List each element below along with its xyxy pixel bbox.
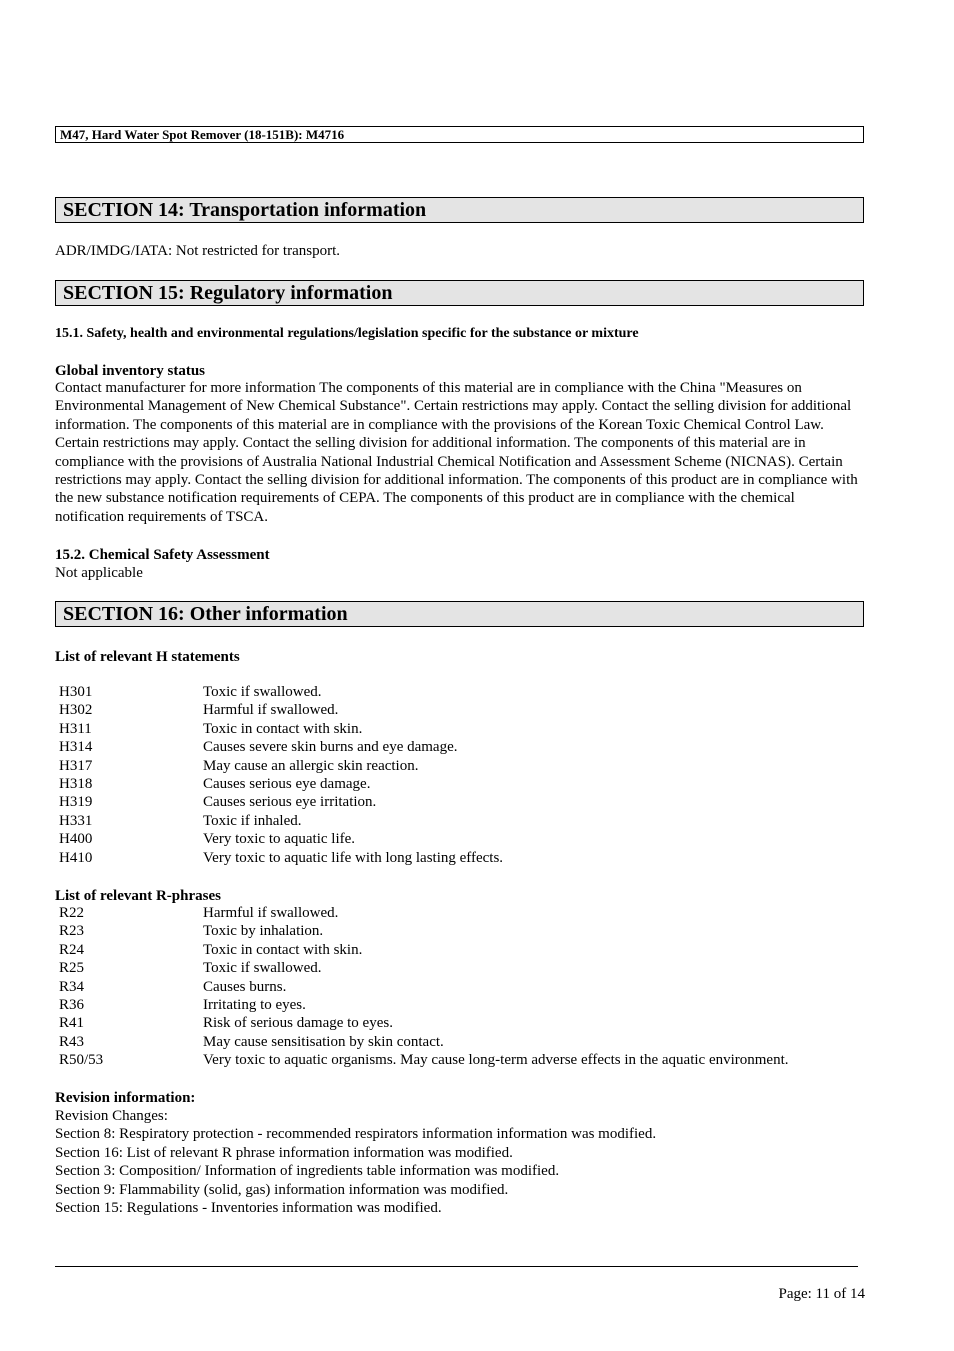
revision-line: Section 9: Flammability (solid, gas) information information was modified. — [55, 1181, 509, 1198]
section-14-text: ADR/IMDG/IATA: Not restricted for transport. — [55, 243, 340, 259]
section-15-title: SECTION 15: Regulatory information — [55, 280, 864, 306]
h-text: Causes serious eye irritation. — [203, 794, 377, 811]
h-text: May cause an allergic skin reaction. — [203, 757, 419, 774]
r-code: R43 — [59, 1033, 85, 1050]
page-number: Page: 11 of 14 — [778, 1286, 865, 1302]
h-code: H331 — [59, 812, 93, 829]
h-text: Toxic if swallowed. — [203, 684, 322, 700]
h-code: H319 — [59, 794, 93, 811]
r-code: R50/53 — [59, 1052, 104, 1069]
document-header: M47, Hard Water Spot Remover (18-151B): M4716 — [55, 126, 864, 143]
h-code: H311 — [59, 720, 92, 737]
h-code: H301 — [59, 684, 93, 700]
global-inventory-text: Contact manufacturer for more information The components of this material are in compliance with the China "Measures on Environmental Management of New Chemical Substance". Certain restrictions may apply. Contact the selling division for additional information. The components of this material are in compliance with the provisions of the Korean Toxic Chemical Control Law. Certain restrictions may apply. Contact the selling division for additional information. The components of this material are in compliance with the provisions of Australia National Industrial Chemical Notification and Assessment Scheme (NICNAS). Certain restrictions may apply. Contact the selling division for additional information. The components of this product are in compliance with the new substance notification requirements of CEPA. The components of this product are in compliance with the chemical notification requirements of TSCA. — [55, 380, 858, 525]
h-text: Harmful if swallowed. — [203, 702, 339, 719]
r-text: Harmful if swallowed. — [203, 905, 339, 921]
r-phrases-heading: List of relevant R-phrases — [55, 888, 221, 904]
r-text: Toxic by inhalation. — [203, 923, 324, 940]
r-code: R41 — [59, 1015, 85, 1032]
h-code: H318 — [59, 775, 93, 792]
r-text: Risk of serious damage to eyes. — [203, 1015, 393, 1032]
section-14-title: SECTION 14: Transportation information — [55, 197, 864, 223]
h-text: Toxic in contact with skin. — [203, 720, 363, 737]
revision-list — [55, 1107, 656, 1217]
r-text: Causes burns. — [203, 978, 287, 995]
r-code: R36 — [59, 996, 85, 1013]
h-statements-heading: List of relevant H statements — [55, 649, 240, 665]
footer-divider — [55, 1266, 858, 1267]
revision-line: Revision Changes: — [55, 1108, 168, 1124]
h-code: H317 — [59, 757, 93, 774]
r-code: R25 — [59, 960, 85, 977]
revision-line: Section 8: Respiratory protection - recommended respirators information information was modified. — [55, 1126, 657, 1143]
r-code: R23 — [59, 923, 85, 940]
revision-line: Section 16: List of relevant R phrase information information was modified. — [55, 1144, 513, 1161]
r-text: Irritating to eyes. — [203, 996, 306, 1013]
section-15-2-text: Not applicable — [55, 565, 143, 581]
r-text: Toxic if swallowed. — [203, 960, 322, 977]
global-inventory-heading: Global inventory status — [55, 363, 206, 379]
h-code: H302 — [59, 702, 93, 719]
h-text: Toxic if inhaled. — [203, 812, 302, 829]
revision-line: Section 15: Regulations - Inventories information was modified. — [55, 1200, 442, 1217]
r-code: R24 — [59, 941, 85, 958]
h-text: Very toxic to aquatic life. — [203, 831, 356, 848]
h-code: H400 — [59, 831, 93, 848]
h-code: H314 — [59, 739, 93, 756]
h-code: H410 — [59, 849, 93, 866]
r-text: May cause sensitisation by skin contact. — [203, 1033, 444, 1050]
revision-heading: Revision information: — [55, 1090, 196, 1106]
r-text: Very toxic to aquatic organisms. May cause long-term adverse effects in the aquatic environment. — [203, 1052, 789, 1069]
r-code: R22 — [59, 905, 85, 921]
section-15-1-heading: 15.1. Safety, health and environmental regulations/legislation specific for the substance or mixture — [55, 326, 639, 341]
section-15-2-heading: 15.2. Chemical Safety Assessment — [55, 547, 270, 563]
section-16-title: SECTION 16: Other information — [55, 601, 864, 627]
r-code: R34 — [59, 978, 85, 995]
h-text: Very toxic to aquatic life with long lasting effects. — [203, 849, 504, 866]
revision-line: Section 3: Composition/ Information of ingredients table information was modified. — [55, 1163, 560, 1180]
h-text: Causes serious eye damage. — [203, 775, 371, 792]
r-text: Toxic in contact with skin. — [203, 941, 363, 958]
h-text: Causes severe skin burns and eye damage. — [203, 739, 458, 756]
